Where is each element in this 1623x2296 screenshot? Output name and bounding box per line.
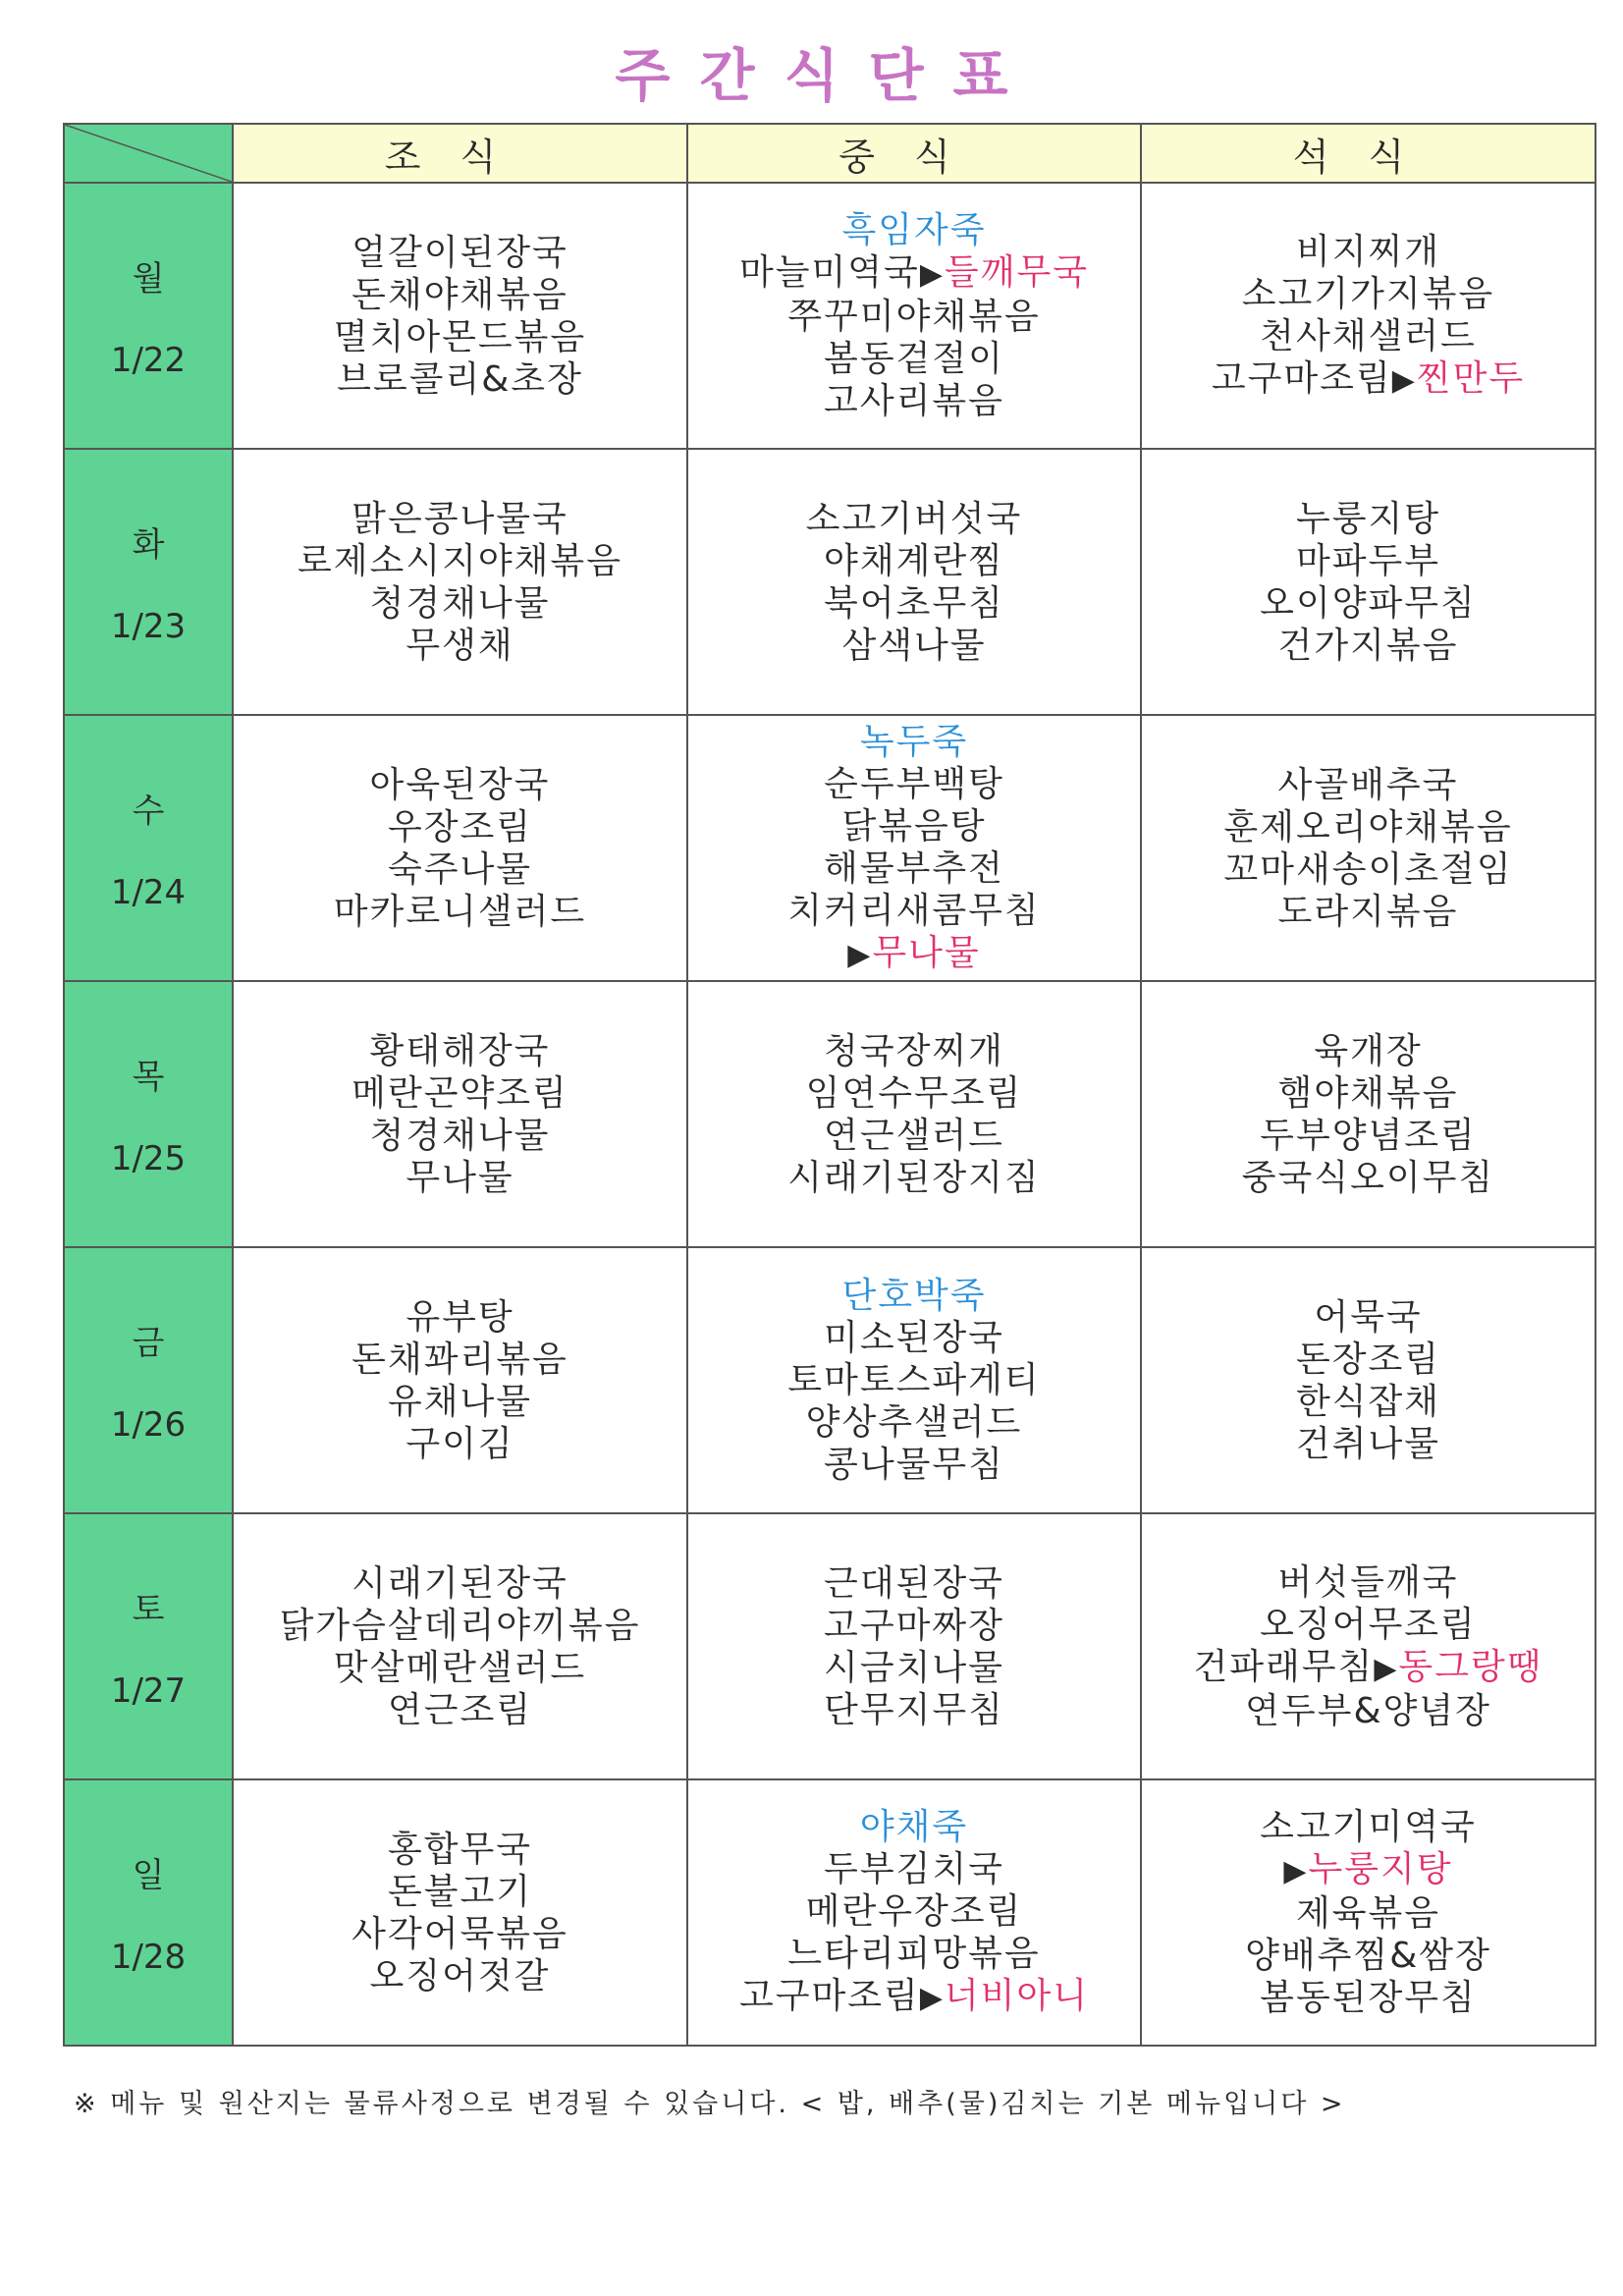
menu-item-text: 고구마짜장	[824, 1605, 1004, 1646]
day-date: 1/23	[110, 607, 187, 646]
menu-item-text: 유채나물	[387, 1381, 533, 1422]
menu-item	[1142, 1806, 1595, 1848]
day-row	[64, 1779, 1596, 2046]
day-name: 목	[132, 1058, 165, 1097]
day-label-cell	[64, 1779, 233, 2046]
menu-item	[688, 1115, 1140, 1157]
menu-item	[1142, 315, 1595, 357]
menu-item	[1142, 1690, 1595, 1732]
menu-item	[688, 380, 1140, 422]
menu-item	[688, 1689, 1140, 1731]
menu-item-text: 연근조림	[387, 1689, 533, 1730]
menu-item	[688, 1806, 1140, 1848]
menu-item-text: 무생채	[406, 625, 514, 666]
day-label-cell	[64, 715, 233, 981]
menu-item-text: 숙주나물	[387, 848, 533, 890]
menu-item-text: 햄야채볶음	[1277, 1072, 1459, 1114]
header-breakfast: 조식	[233, 124, 687, 183]
menu-item-text: 사골배추국	[1277, 764, 1459, 805]
day-row	[64, 449, 1596, 715]
menu-item-text: 미소된장국	[824, 1318, 1004, 1358]
menu-item-text: 치커리새콤무침	[787, 890, 1041, 931]
menu-item	[1142, 1115, 1595, 1157]
menu-item-text: 봄동겉절이	[824, 339, 1004, 379]
menu-item	[1142, 1646, 1595, 1690]
breakfast-cell	[233, 1779, 687, 2046]
menu-item-text: 꼬마새송이초절임	[1223, 848, 1513, 890]
menu-item	[234, 625, 686, 667]
menu-item-text: 건취나물	[1295, 1423, 1441, 1464]
day-label-cell	[64, 449, 233, 715]
menu-item	[688, 1605, 1140, 1647]
menu-item	[688, 209, 1140, 251]
dinner-cell	[1141, 1513, 1596, 1779]
menu-item	[234, 1339, 686, 1381]
menu-item-text: 오징어젓갈	[369, 1955, 551, 1996]
alternative-item-text: 무나물	[872, 932, 981, 973]
breakfast-cell	[233, 981, 687, 1247]
menu-item	[688, 1562, 1140, 1605]
menu-item	[234, 1913, 686, 1955]
day-row	[64, 1247, 1596, 1513]
right-triangle-icon: ▶	[847, 937, 873, 972]
menu-item	[234, 316, 686, 358]
menu-item	[688, 1030, 1140, 1072]
menu-item-text: 우장조림	[387, 806, 533, 847]
menu-item	[688, 498, 1140, 540]
right-triangle-icon: ▶	[919, 1981, 945, 2015]
diagonal-line-icon	[65, 125, 232, 182]
menu-item-text: 북어초무침	[824, 582, 1004, 624]
menu-item	[1142, 357, 1595, 402]
menu-item-text: 소고기버섯국	[805, 498, 1023, 539]
menu-item	[688, 1444, 1140, 1486]
porridge-item-text: 단호박죽	[841, 1276, 987, 1316]
menu-item	[688, 582, 1140, 625]
menu-item	[234, 1871, 686, 1913]
menu-item	[234, 232, 686, 274]
menu-item	[688, 251, 1140, 296]
alternative-item-text: 들깨무국	[944, 252, 1090, 293]
menu-item	[688, 1275, 1140, 1317]
day-row	[64, 981, 1596, 1247]
menu-item-text: 버섯들깨국	[1277, 1561, 1459, 1603]
menu-item-text: 소고기가지볶음	[1241, 273, 1495, 314]
menu-item-text: 양배추찜&쌈장	[1245, 1936, 1491, 1976]
menu-item	[688, 1848, 1140, 1890]
menu-item	[234, 848, 686, 891]
menu-item	[1142, 1157, 1595, 1199]
menu-item	[234, 1115, 686, 1157]
menu-item	[1142, 625, 1595, 667]
day-label-cell	[64, 981, 233, 1247]
menu-item-text: 두부김치국	[824, 1849, 1004, 1889]
menu-item-text: 시금치나물	[824, 1647, 1004, 1688]
menu-item-text: 얼갈이된장국	[352, 232, 568, 273]
menu-item	[1142, 540, 1595, 582]
menu-item-text: 사각어묵볶음	[352, 1913, 568, 1954]
menu-item-text: 닭가슴살데리야끼볶음	[279, 1605, 641, 1646]
menu-item-text: 고구마조림	[1211, 357, 1392, 399]
header-dinner: 석식	[1141, 124, 1596, 183]
menu-item	[1142, 1423, 1595, 1465]
menu-item	[688, 1401, 1140, 1444]
menu-item-text: 소고기미역국	[1260, 1807, 1477, 1847]
corner-cell	[64, 124, 233, 183]
menu-item	[1142, 806, 1595, 848]
menu-item-text: 시래기된장지짐	[787, 1157, 1041, 1198]
menu-item	[234, 764, 686, 806]
menu-item-text: 마늘미역국	[738, 252, 920, 293]
menu-item	[234, 1829, 686, 1871]
day-date: 1/27	[110, 1671, 187, 1711]
dinner-cell	[1141, 449, 1596, 715]
day-date: 1/25	[110, 1139, 187, 1178]
menu-item-text: 건가지볶음	[1277, 625, 1459, 666]
menu-item	[1142, 1030, 1595, 1072]
menu-item-text: 삼색나물	[841, 625, 987, 666]
menu-item	[234, 274, 686, 316]
menu-item	[688, 1157, 1140, 1199]
menu-item-text: 브로콜리&초장	[337, 358, 583, 400]
menu-item	[234, 498, 686, 540]
menu-item-text: 쭈꾸미야채볶음	[787, 297, 1041, 337]
menu-item	[688, 763, 1140, 805]
menu-item-text: 시래기된장국	[352, 1562, 568, 1604]
menu-item-text: 양상추샐러드	[805, 1402, 1023, 1443]
porridge-item-text: 녹두죽	[859, 721, 969, 762]
breakfast-cell	[233, 1513, 687, 1779]
menu-item	[1142, 1604, 1595, 1646]
menu-item	[1142, 1935, 1595, 1977]
menu-item-text: 토마토스파게티	[787, 1360, 1041, 1400]
menu-item-text: 맑은콩나물국	[352, 498, 568, 539]
menu-item-text: 로제소시지야채볶음	[298, 540, 622, 581]
menu-item-text: 두부양념조림	[1260, 1115, 1477, 1156]
menu-item	[688, 1317, 1140, 1359]
menu-item-text: 메란곤약조림	[352, 1072, 568, 1114]
menu-item	[1142, 1892, 1595, 1935]
day-name: 화	[132, 525, 165, 565]
menu-item-text: 맛살메란샐러드	[333, 1647, 587, 1688]
breakfast-cell	[233, 183, 687, 449]
menu-item-text: 봄동된장무침	[1260, 1978, 1477, 2018]
menu-item	[688, 1647, 1140, 1689]
menu-item-text: 임연수무조림	[805, 1072, 1023, 1114]
menu-item-text: 돈장조림	[1295, 1339, 1441, 1380]
menu-item	[234, 1072, 686, 1115]
menu-item	[234, 1647, 686, 1689]
day-row	[64, 183, 1596, 449]
menu-body	[64, 183, 1596, 2046]
menu-item	[688, 1890, 1140, 1933]
menu-item-text: 메란우장조림	[805, 1891, 1023, 1932]
menu-item	[1142, 582, 1595, 625]
menu-item	[234, 1689, 686, 1731]
menu-item	[1142, 848, 1595, 891]
menu-item-text: 닭볶음탕	[841, 805, 987, 847]
menu-item-text: 돈채꽈리볶음	[352, 1339, 568, 1380]
lunch-cell	[687, 715, 1141, 981]
menu-item	[688, 338, 1140, 380]
day-date: 1/28	[110, 1938, 187, 1977]
menu-item	[1142, 273, 1595, 315]
menu-item	[234, 582, 686, 625]
menu-item	[234, 1381, 686, 1423]
right-triangle-icon: ▶	[1283, 1854, 1309, 1888]
menu-item-text: 마파두부	[1295, 540, 1441, 581]
menu-item-text: 청경채나물	[369, 1115, 551, 1156]
menu-item-text: 오이양파무침	[1260, 582, 1477, 624]
day-name: 토	[132, 1590, 165, 1629]
menu-item-text: 아욱된장국	[369, 764, 551, 805]
menu-item-text: 제육볶음	[1295, 1893, 1441, 1934]
menu-item-text: 한식잡채	[1295, 1381, 1441, 1422]
alternative-item-text: 동그랑땡	[1398, 1646, 1543, 1687]
weekly-menu-table	[63, 123, 1596, 2047]
menu-item-text: 구이김	[406, 1423, 514, 1464]
menu-item-text: 육개장	[1314, 1030, 1423, 1071]
menu-item	[234, 1030, 686, 1072]
header-lunch: 중식	[687, 124, 1141, 183]
breakfast-cell	[233, 449, 687, 715]
day-row	[64, 1513, 1596, 1779]
dinner-cell	[1141, 981, 1596, 1247]
menu-item	[1142, 1848, 1595, 1892]
day-date: 1/24	[110, 873, 187, 912]
menu-item	[234, 806, 686, 848]
menu-item-text: 무나물	[406, 1157, 514, 1198]
lunch-cell	[687, 183, 1141, 449]
menu-item	[1142, 498, 1595, 540]
porridge-item-text: 야채죽	[859, 1807, 969, 1847]
menu-item	[234, 1562, 686, 1605]
menu-item	[1142, 1381, 1595, 1423]
menu-item-text: 야채계란찜	[824, 540, 1004, 581]
menu-item-text: 중국식오이무침	[1241, 1157, 1495, 1198]
menu-item-text: 누룽지탕	[1295, 498, 1441, 539]
menu-item	[234, 1296, 686, 1339]
menu-item-text: 순두부백탕	[824, 763, 1004, 804]
menu-item	[688, 296, 1140, 338]
menu-item	[688, 721, 1140, 763]
menu-item-text: 근대된장국	[824, 1562, 1004, 1604]
menu-item-text: 콩나물무침	[824, 1445, 1004, 1485]
day-row	[64, 715, 1596, 981]
menu-item	[234, 1605, 686, 1647]
menu-item-text: 오징어무조림	[1260, 1604, 1477, 1645]
day-label-cell	[64, 1247, 233, 1513]
menu-item-text: 돈불고기	[387, 1871, 533, 1912]
day-name: 일	[132, 1856, 165, 1895]
menu-item	[1142, 1296, 1595, 1339]
footnote: ※ 메뉴 및 원산지는 물류사정으로 변경될 수 있습니다. < 밥, 배추(물)김치는 기본 메뉴입니다 >	[74, 2089, 1346, 2119]
menu-item-text: 훈제오리야채볶음	[1223, 806, 1513, 847]
menu-item-text: 해물부추전	[824, 847, 1004, 889]
day-label-cell	[64, 1513, 233, 1779]
menu-item-text: 비지찌개	[1295, 231, 1441, 272]
alternative-item-text: 찐만두	[1416, 357, 1526, 399]
menu-item	[1142, 231, 1595, 273]
menu-item	[688, 847, 1140, 890]
menu-item-text: 마카로니샐러드	[333, 891, 587, 932]
menu-item	[688, 1933, 1140, 1975]
menu-item	[688, 540, 1140, 582]
day-name: 수	[132, 792, 165, 831]
breakfast-cell	[233, 1247, 687, 1513]
menu-item	[234, 1423, 686, 1465]
menu-item-text: 연두부&양념장	[1245, 1690, 1491, 1731]
dinner-cell	[1141, 1779, 1596, 2046]
menu-item-text: 홍합무국	[387, 1829, 533, 1870]
menu-item	[1142, 1561, 1595, 1604]
page-title: 주간식단표	[615, 42, 1038, 109]
menu-item	[1142, 1072, 1595, 1115]
menu-item	[688, 805, 1140, 847]
menu-item	[1142, 1339, 1595, 1381]
menu-item-text: 느타리피망볶음	[787, 1934, 1041, 1974]
alternative-item-text: 누룽지탕	[1308, 1849, 1453, 1889]
lunch-cell	[687, 1247, 1141, 1513]
menu-item	[688, 932, 1140, 976]
day-name: 월	[132, 259, 165, 299]
day-name: 금	[132, 1324, 165, 1363]
breakfast-cell	[233, 715, 687, 981]
menu-item-text: 고사리볶음	[824, 381, 1004, 421]
day-date: 1/26	[110, 1405, 187, 1445]
menu-item	[234, 1157, 686, 1199]
menu-item	[688, 890, 1140, 932]
menu-item	[234, 1955, 686, 1997]
menu-item	[234, 891, 686, 933]
menu-item-text: 연근샐러드	[824, 1115, 1004, 1156]
menu-item-text: 황태해장국	[369, 1030, 551, 1071]
dinner-cell	[1141, 715, 1596, 981]
day-date: 1/22	[110, 341, 187, 380]
menu-item-text: 건파래무침	[1193, 1646, 1375, 1687]
header-row	[64, 124, 1596, 183]
menu-item-text: 유부탕	[406, 1296, 514, 1338]
lunch-cell	[687, 981, 1141, 1247]
day-label-cell	[64, 183, 233, 449]
lunch-cell	[687, 1779, 1141, 2046]
menu-item-text: 멸치아몬드볶음	[333, 316, 587, 357]
menu-item-text: 고구마조림	[738, 1976, 920, 2016]
porridge-item-text: 흑임자죽	[841, 210, 987, 250]
menu-item-text: 어묵국	[1314, 1296, 1423, 1338]
menu-item	[688, 1359, 1140, 1401]
menu-item	[234, 540, 686, 582]
alternative-item-text: 너비아니	[944, 1976, 1090, 2016]
menu-item-text: 돈채야채볶음	[352, 274, 568, 315]
menu-item-text: 도라지볶음	[1277, 891, 1459, 932]
dinner-cell	[1141, 183, 1596, 449]
right-triangle-icon: ▶	[1391, 362, 1417, 398]
menu-item-text: 단무지무침	[824, 1689, 1004, 1730]
menu-item-text: 천사채샐러드	[1260, 315, 1477, 356]
right-triangle-icon: ▶	[1374, 1651, 1399, 1686]
lunch-cell	[687, 1513, 1141, 1779]
menu-item-text: 청국장찌개	[824, 1030, 1004, 1071]
menu-item	[1142, 891, 1595, 933]
menu-item	[1142, 764, 1595, 806]
menu-item	[688, 1072, 1140, 1115]
menu-item	[1142, 1977, 1595, 2019]
menu-item	[688, 1975, 1140, 2019]
menu-item	[234, 358, 686, 401]
lunch-cell	[687, 449, 1141, 715]
menu-item	[688, 625, 1140, 667]
dinner-cell	[1141, 1247, 1596, 1513]
menu-item-text: 청경채나물	[369, 582, 551, 624]
right-triangle-icon: ▶	[919, 257, 945, 292]
